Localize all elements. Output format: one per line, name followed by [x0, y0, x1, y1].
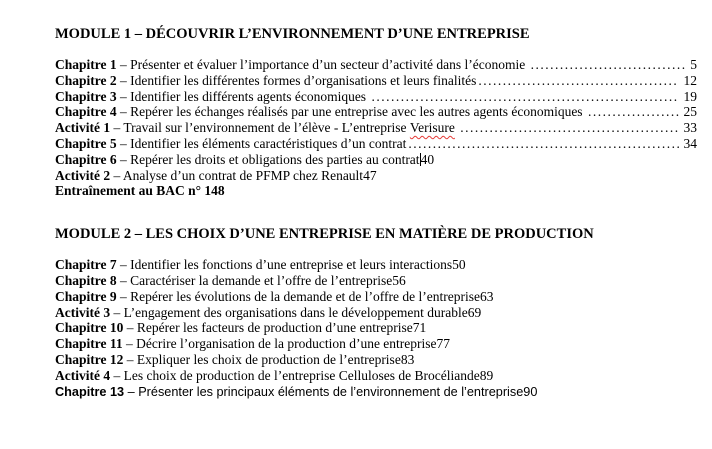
toc-entry[interactable]	[55, 273, 697, 289]
toc-entry[interactable]	[55, 305, 697, 321]
toc-entry[interactable]	[55, 320, 697, 336]
entry-text: – Repérer les facteurs de production d’une entreprise	[123, 320, 413, 336]
entry-label: Activité 3	[55, 304, 111, 320]
entry-label: Chapitre 6	[55, 151, 117, 167]
module-title[interactable]: MODULE 2 – LES CHOIX D’UNE ENTREPRISE EN MATIÈRE DE PRODUCTION	[55, 226, 594, 243]
toc-entry[interactable]	[55, 73, 697, 89]
entry-label: Chapitre 1	[55, 57, 117, 72]
page-number: 63	[480, 288, 494, 304]
entry-text: – Identifier les différentes formes d’organisations et leurs finalités	[116, 72, 477, 88]
entry-text: – Analyse d’un contrat de PFMP chez Renault	[110, 167, 364, 183]
entry-text: – Repérer les échanges réalisés par une entreprise avec les autres agents économiques	[116, 104, 586, 120]
entry-label: Activité 4	[55, 367, 111, 383]
misspelled-word: Verisure	[409, 120, 455, 136]
module-entries	[55, 257, 697, 400]
entry-label: Chapitre 13	[55, 384, 125, 399]
toc-entry[interactable]	[55, 57, 697, 73]
entry-label: Chapitre 9	[55, 288, 117, 304]
entry-text: – Décrire l’organisation de la production d’une entreprise	[122, 336, 437, 352]
page-number: 5	[690, 57, 697, 72]
toc-entry[interactable]	[55, 368, 697, 384]
page-number: 56	[392, 272, 406, 288]
entry-text: – Travail sur l’environnement de l’élève - L’entreprise	[110, 120, 410, 136]
page-number: 83	[400, 351, 415, 367]
toc-entry[interactable]	[55, 352, 697, 368]
entry-text: – Identifier les éléments caractéristiques d’un contrat	[116, 135, 407, 151]
entry-label: Chapitre 7	[55, 257, 117, 273]
entry-label: Activité 2	[55, 167, 111, 183]
dot-leader	[371, 89, 678, 105]
toc-entry[interactable]	[55, 136, 697, 152]
page-number: 25	[683, 104, 697, 120]
entry-text: – Identifier les différents agents économiques	[116, 88, 370, 104]
toc-entry[interactable]	[55, 152, 697, 168]
entry-label: Chapitre 10	[55, 320, 124, 336]
module-section	[55, 26, 697, 199]
toc-entry[interactable]	[55, 120, 697, 136]
dot-leader	[588, 104, 679, 120]
entry-text: – L’engagement des organisations dans le développement durable	[110, 304, 468, 320]
entry-label: Chapitre 12	[55, 351, 124, 367]
toc-entry[interactable]	[55, 289, 697, 305]
entry-text: – Repérer les évolutions de la demande et de l’offre de l’entreprise	[116, 288, 480, 304]
entry-label: Activité 1	[55, 120, 111, 136]
entry-text: – Présenter les principaux éléments de l’environnement de l’entreprise	[124, 384, 524, 399]
entry-text: – Caractériser la demande et l’offre de l’entreprise	[116, 272, 393, 288]
toc-entry[interactable]	[55, 257, 697, 273]
page-number: 69	[467, 304, 482, 320]
table-of-contents	[55, 26, 697, 401]
entry-text: – Présenter et évaluer l’importance d’un secteur d’activité dans l’économie	[116, 57, 529, 72]
entry-label: Chapitre 8	[55, 272, 117, 288]
entry-text: – Expliquer les choix de production de l’entreprise	[123, 351, 401, 367]
dot-leader	[408, 136, 678, 152]
entry-text: – Identifier les fonctions d’une entreprise et leurs interactions	[116, 257, 453, 273]
page-number: 48	[211, 183, 225, 199]
entry-label: Chapitre 4	[55, 104, 117, 120]
page-number: 19	[683, 88, 697, 104]
page-number: 50	[452, 257, 466, 273]
page-number: 33	[683, 120, 697, 136]
dot-leader	[460, 120, 678, 136]
entry-text-after	[455, 120, 458, 136]
toc-entry[interactable]	[55, 336, 697, 352]
module-section	[55, 226, 697, 400]
toc-entry[interactable]	[55, 104, 697, 120]
entry-label: Entraînement au BAC n° 1	[55, 183, 212, 199]
module-entries	[55, 57, 697, 199]
toc-entry[interactable]	[55, 168, 697, 184]
dot-leader	[531, 57, 686, 73]
page-number: 34	[683, 135, 697, 151]
entry-text: – Repérer les droits et obligations des parties au contrat	[116, 151, 420, 167]
page-number: 89	[479, 367, 494, 383]
toc-entry[interactable]	[55, 183, 697, 199]
entry-text: – Les choix de production de l’entreprise Celluloses de Brocéliande	[110, 367, 480, 383]
entry-label: Chapitre 3	[55, 88, 117, 104]
entry-label: Chapitre 5	[55, 135, 117, 151]
dot-leader	[478, 73, 678, 89]
entry-label: Chapitre 2	[55, 72, 117, 88]
page-number: 40	[420, 151, 435, 167]
page-number: 47	[363, 167, 377, 183]
page-number: 12	[683, 72, 697, 88]
module-title[interactable]: MODULE 1 – DÉCOUVRIR L’ENVIRONNEMENT D’UNE ENTREPRISE	[55, 26, 530, 42]
toc-entry[interactable]	[55, 89, 697, 105]
page-number: 77	[436, 336, 451, 352]
toc-entry[interactable]	[55, 384, 697, 401]
page-number: 71	[412, 320, 427, 336]
page-number: 90	[523, 384, 538, 399]
entry-label: Chapitre 11	[55, 336, 123, 352]
